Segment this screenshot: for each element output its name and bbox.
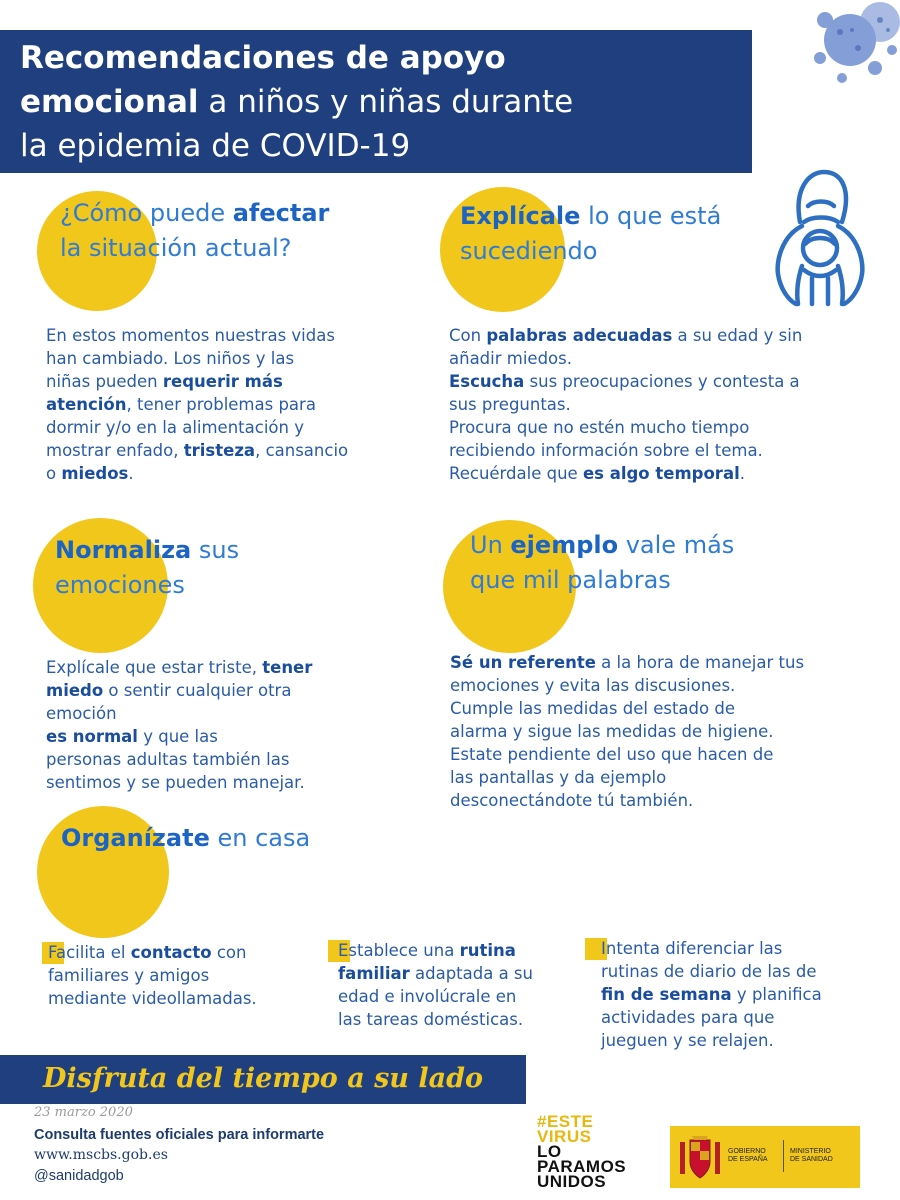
body-text: mostrar enfado, — [46, 441, 184, 460]
body-text: Facilita el — [48, 943, 131, 962]
paragraph-ejemplo — [450, 651, 870, 812]
emphasis-text: tener — [262, 658, 313, 677]
body-text: familiares y amigos — [48, 966, 210, 985]
emphasis-text: familiar — [338, 964, 410, 983]
emphasis-text: atención — [46, 395, 127, 414]
tip-contacto — [48, 941, 298, 1010]
body-text: Cumple las medidas del estado de — [450, 699, 735, 718]
mother-child-icon — [772, 166, 868, 308]
page-title — [20, 36, 740, 168]
body-text: las pantallas y da ejemplo — [450, 768, 667, 787]
body-text: a la hora de manejar tus — [595, 653, 805, 672]
body-text: , tener problemas para — [126, 395, 316, 414]
publication-date: 23 marzo 2020 — [34, 1105, 133, 1120]
heading-text: sus — [191, 536, 240, 564]
body-text: con — [211, 943, 247, 962]
heading-text: la situación actual? — [60, 234, 292, 262]
body-text: jueguen y se relajen. — [601, 1031, 774, 1050]
heading-text: en casa — [209, 824, 311, 852]
footer-banner-text: Disfruta del tiempo a su lado — [43, 1063, 483, 1094]
body-text: alarma y sigue las medidas de higiene. — [450, 722, 774, 741]
tip-fin-de-semana — [601, 937, 861, 1052]
paragraph-afectar — [46, 324, 406, 485]
heading-emphasis: Organízate — [61, 824, 210, 852]
heading-text: vale más — [618, 531, 735, 559]
emphasis-text: Escucha — [449, 372, 525, 391]
title-line1: Recomendaciones de apoyo — [20, 40, 506, 76]
body-text: . — [739, 464, 745, 483]
body-text: Recuérdale que — [449, 464, 583, 483]
emphasis-text: miedo — [46, 681, 104, 700]
body-text: rutinas de diario de las de — [601, 962, 817, 981]
body-text: edad e involúcrale en — [338, 987, 517, 1006]
social-handle[interactable]: @sanidadgob — [34, 1168, 124, 1184]
logo-line: VIRUS — [537, 1127, 592, 1146]
body-text: han cambiado. Los niños y las — [46, 349, 295, 368]
body-text: Intenta diferenciar las — [601, 939, 783, 958]
body-text: niñas pueden — [46, 372, 163, 391]
body-text: sentimos y se pueden manejar. — [46, 773, 305, 792]
title-line2: a niños y niñas durante — [198, 84, 574, 120]
body-text: añadir miedos. — [449, 349, 572, 368]
ministry-label: MINISTERIO DE SANIDAD — [790, 1148, 833, 1163]
title-line3: la epidemia de COVID-19 — [20, 128, 411, 164]
logo-line: #ESTE — [537, 1112, 594, 1131]
heading-text: que mil palabras — [470, 566, 671, 594]
heading-emphasis: Explícale — [460, 202, 581, 230]
logo-line: UNIDOS — [537, 1172, 607, 1191]
body-text: o sentir cualquier otra — [103, 681, 292, 700]
body-text: personas adultas también las — [46, 750, 290, 769]
body-text: emociones y evita las discusiones. — [450, 676, 736, 695]
body-text: Procura que no estén mucho tiempo — [449, 418, 750, 437]
body-text: o — [46, 464, 62, 483]
emphasis-text: requerir más — [162, 372, 283, 391]
body-text: las tareas domésticas. — [338, 1010, 524, 1029]
body-text: recibiendo información sobre el tema. — [449, 441, 763, 460]
body-text: Explícale que estar triste, — [46, 658, 263, 677]
heading-emphasis: ejemplo — [510, 531, 619, 559]
heading-emphasis: Normaliza — [55, 536, 192, 564]
body-text: . — [128, 464, 134, 483]
heading-text: emociones — [55, 571, 185, 599]
heading-ejemplo — [470, 528, 800, 598]
body-text: y planifica — [731, 985, 822, 1004]
body-text: a su edad y sin — [672, 326, 803, 345]
gov-label: GOBIERNO DE ESPAÑA — [728, 1148, 768, 1163]
body-text: mediante videollamadas. — [48, 989, 257, 1008]
tip-rutina — [338, 939, 558, 1031]
heading-emphasis: afectar — [232, 199, 330, 227]
emphasis-text: es normal — [46, 727, 138, 746]
body-text: Estate pendiente del uso que hacen de — [450, 745, 774, 764]
body-text: y que las — [137, 727, 218, 746]
logo-line: LO — [537, 1142, 562, 1161]
consult-note: Consulta fuentes oficiales para informarte — [34, 1127, 325, 1143]
body-text: En estos momentos nuestras vidas — [46, 326, 335, 345]
heading-afectar — [60, 196, 420, 266]
body-text: adaptada a su — [409, 964, 533, 983]
body-text: , cansancio — [255, 441, 349, 460]
body-text: dormir y/o en la alimentación y — [46, 418, 304, 437]
campaign-logo — [537, 1114, 677, 1189]
footer-divider — [0, 1101, 526, 1104]
virus-icon — [780, 0, 900, 100]
title-emphasis: emocional — [20, 84, 199, 120]
heading-organizate — [61, 821, 381, 856]
website-link[interactable]: www.mscbs.gob.es — [34, 1147, 168, 1163]
heading-text: Un — [470, 531, 511, 559]
emphasis-text: palabras adecuadas — [486, 326, 673, 345]
body-text: sus preocupaciones y contesta a — [524, 372, 800, 391]
body-text: actividades para que — [601, 1008, 775, 1027]
body-text: Con — [449, 326, 487, 345]
heading-normaliza — [55, 533, 375, 603]
heading-text: lo que está — [580, 202, 722, 230]
logo-line: PARAMOS — [537, 1157, 627, 1176]
emphasis-text: rutina — [459, 941, 516, 960]
heading-explicale — [460, 199, 780, 269]
body-text: sus preguntas. — [449, 395, 571, 414]
emphasis-text: Sé un referente — [450, 653, 596, 672]
paragraph-normaliza — [46, 656, 366, 794]
logo-separator — [783, 1140, 784, 1172]
emphasis-text: contacto — [130, 943, 212, 962]
body-text: Establece una — [338, 941, 460, 960]
emphasis-text: fin de semana — [601, 985, 732, 1004]
heading-text: ¿Cómo puede — [60, 199, 233, 227]
body-text: desconectándote tú también. — [450, 791, 694, 810]
body-text: emoción — [46, 704, 117, 723]
spain-crest-icon — [678, 1132, 722, 1182]
emphasis-text: tristeza — [183, 441, 256, 460]
heading-text: sucediendo — [460, 237, 598, 265]
emphasis-text: miedos — [61, 464, 129, 483]
emphasis-text: es algo temporal — [582, 464, 740, 483]
paragraph-explicale — [449, 324, 869, 485]
